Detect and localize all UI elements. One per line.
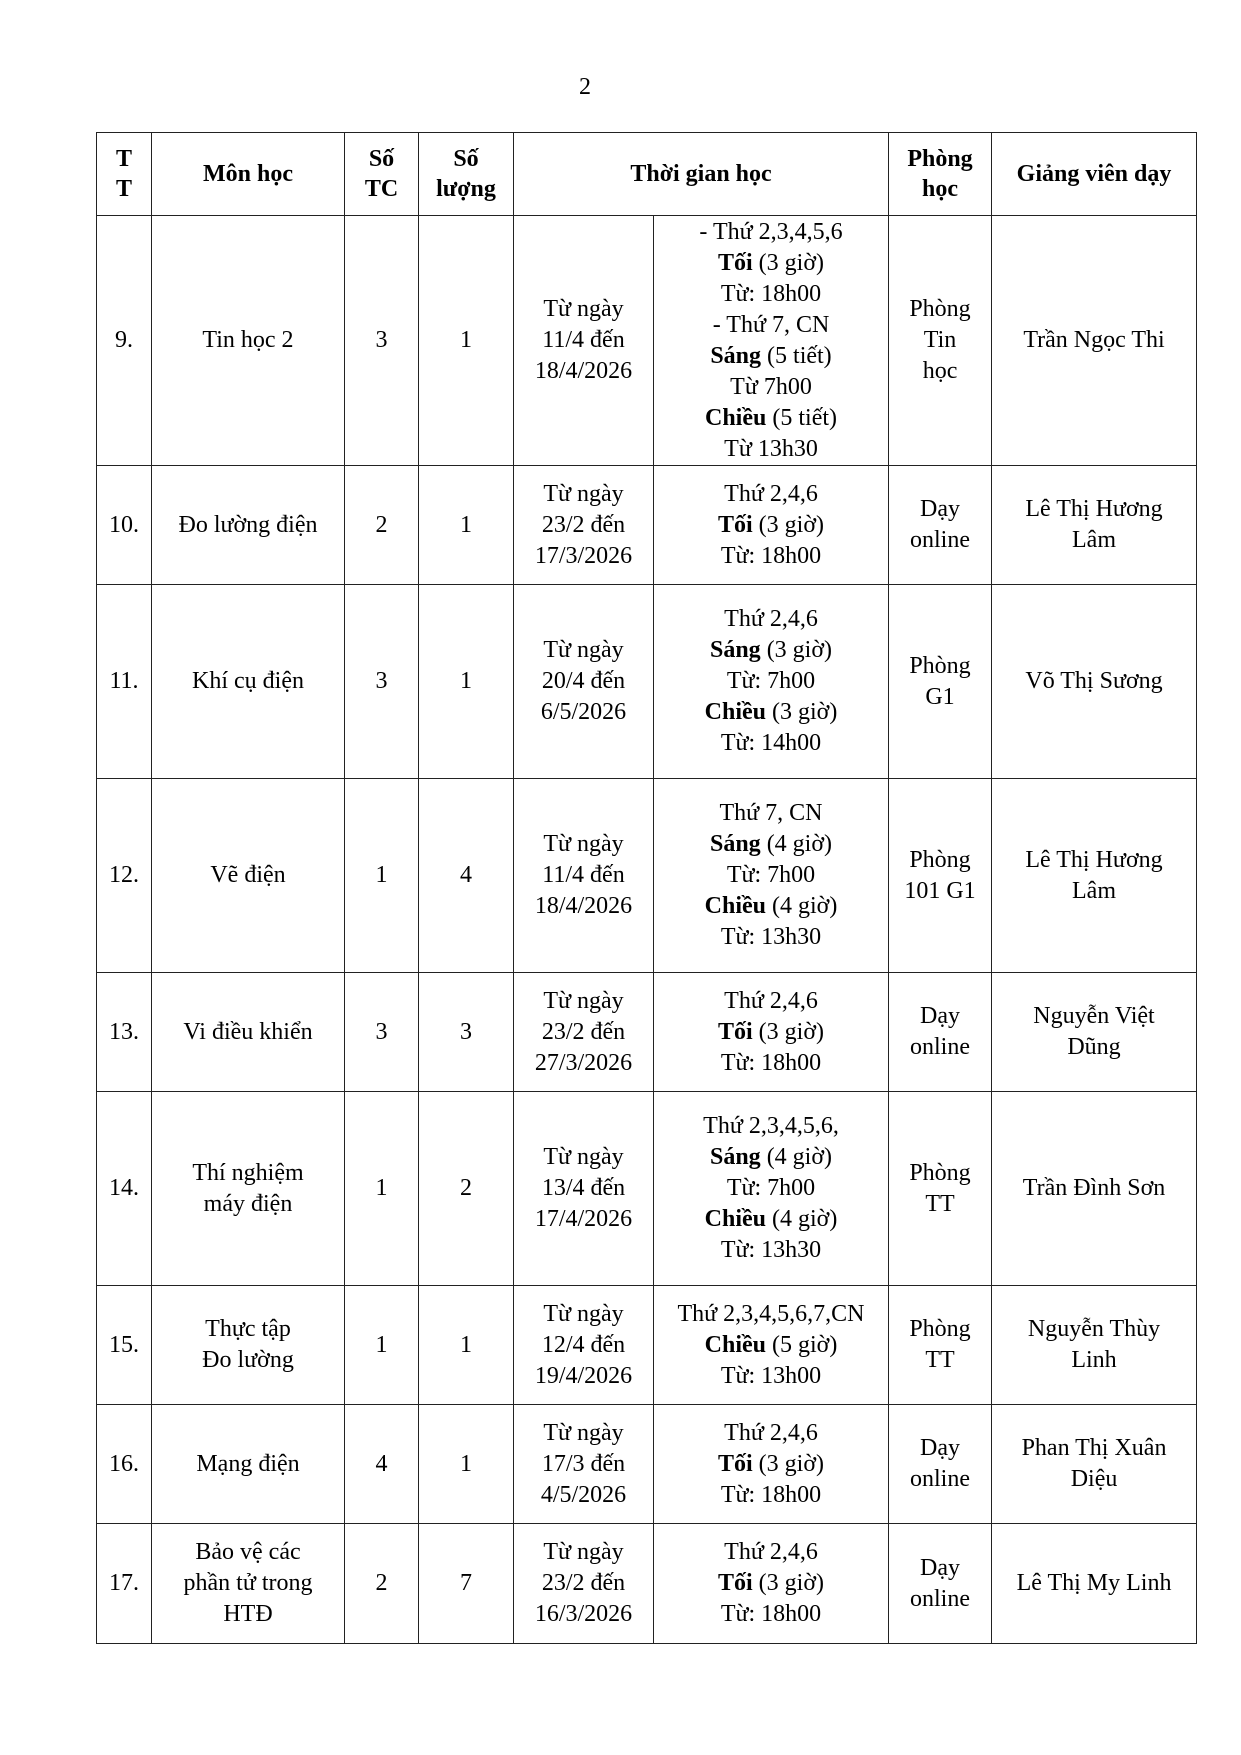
lecturer-cell: Lê Thị Hương Lâm <box>992 466 1197 585</box>
date-range-cell: Từ ngày 20/4 đến 6/5/2026 <box>514 585 654 779</box>
header-credits: Số TC <box>345 133 419 216</box>
date-range-cell: Từ ngày 11/4 đến 18/4/2026 <box>514 216 654 466</box>
quantity-cell: 1 <box>419 216 514 466</box>
lecturer-cell: Nguyễn Thùy Linh <box>992 1286 1197 1405</box>
header-quantity: Số lượng <box>419 133 514 216</box>
quantity-cell: 1 <box>419 1286 514 1405</box>
subject-cell: Vi điều khiển <box>152 973 345 1092</box>
quantity-cell: 1 <box>419 1405 514 1524</box>
room-cell: Phòng TT <box>889 1286 992 1405</box>
room-cell: Dạy online <box>889 1524 992 1644</box>
header-time: Thời gian học <box>514 133 889 216</box>
row-number: 15. <box>97 1286 152 1405</box>
quantity-cell: 2 <box>419 1092 514 1286</box>
credits-cell: 3 <box>345 585 419 779</box>
table-row <box>97 779 1197 973</box>
room-cell: Phòng G1 <box>889 585 992 779</box>
header-lecturer: Giảng viên dạy <box>992 133 1197 216</box>
room-cell: Dạy online <box>889 466 992 585</box>
credits-cell: 3 <box>345 216 419 466</box>
lecturer-cell: Lê Thị Hương Lâm <box>992 779 1197 973</box>
credits-cell: 1 <box>345 1092 419 1286</box>
date-range-cell: Từ ngày 13/4 đến 17/4/2026 <box>514 1092 654 1286</box>
table-row <box>97 1286 1197 1405</box>
schedule-cell: Thứ 2,4,6 Tối (3 giờ) Từ: 18h00 <box>654 466 889 585</box>
quantity-cell: 1 <box>419 585 514 779</box>
header-room: Phòng học <box>889 133 992 216</box>
table-header-row <box>97 133 1197 216</box>
row-number: 11. <box>97 585 152 779</box>
room-cell: Phòng TT <box>889 1092 992 1286</box>
row-number: 14. <box>97 1092 152 1286</box>
table-row <box>97 1405 1197 1524</box>
header-tt: T T <box>97 133 152 216</box>
schedule-cell: Thứ 2,4,6 Tối (3 giờ) Từ: 18h00 <box>654 973 889 1092</box>
schedule-cell: Thứ 7, CN Sáng (4 giờ) Từ: 7h00 Chiều (4 giờ) Từ: 13h30 <box>654 779 889 973</box>
subject-cell: Vẽ điện <box>152 779 345 973</box>
row-number: 17. <box>97 1524 152 1644</box>
room-cell: Dạy online <box>889 1405 992 1524</box>
subject-cell: Đo lường điện <box>152 466 345 585</box>
lecturer-cell: Võ Thị Sương <box>992 585 1197 779</box>
credits-cell: 2 <box>345 466 419 585</box>
row-number: 16. <box>97 1405 152 1524</box>
table-row <box>97 585 1197 779</box>
subject-cell: Thực tập Đo lường <box>152 1286 345 1405</box>
schedule-cell: Thứ 2,4,6 Tối (3 giờ) Từ: 18h00 <box>654 1524 889 1644</box>
schedule-cell: Thứ 2,3,4,5,6,7,CN Chiều (5 giờ) Từ: 13h00 <box>654 1286 889 1405</box>
subject-cell: Mạng điện <box>152 1405 345 1524</box>
room-cell: Phòng 101 G1 <box>889 779 992 973</box>
page-number: 2 <box>579 74 591 100</box>
lecturer-cell: Lê Thị My Linh <box>992 1524 1197 1644</box>
row-number: 13. <box>97 973 152 1092</box>
lecturer-cell: Nguyễn Việt Dũng <box>992 973 1197 1092</box>
date-range-cell: Từ ngày 23/2 đến 16/3/2026 <box>514 1524 654 1644</box>
course-schedule-table <box>96 132 1197 1644</box>
quantity-cell: 3 <box>419 973 514 1092</box>
credits-cell: 3 <box>345 973 419 1092</box>
quantity-cell: 1 <box>419 466 514 585</box>
date-range-cell: Từ ngày 23/2 đến 17/3/2026 <box>514 466 654 585</box>
table-row <box>97 466 1197 585</box>
credits-cell: 1 <box>345 1286 419 1405</box>
table-row <box>97 216 1197 466</box>
room-cell: Dạy online <box>889 973 992 1092</box>
date-range-cell: Từ ngày 17/3 đến 4/5/2026 <box>514 1405 654 1524</box>
row-number: 10. <box>97 466 152 585</box>
schedule-cell: Thứ 2,3,4,5,6, Sáng (4 giờ) Từ: 7h00 Chiều (4 giờ) Từ: 13h30 <box>654 1092 889 1286</box>
credits-cell: 4 <box>345 1405 419 1524</box>
date-range-cell: Từ ngày 11/4 đến 18/4/2026 <box>514 779 654 973</box>
table-row <box>97 1524 1197 1644</box>
credits-cell: 2 <box>345 1524 419 1644</box>
table-row <box>97 973 1197 1092</box>
table-row <box>97 1092 1197 1286</box>
subject-cell: Bảo vệ các phần tử trong HTĐ <box>152 1524 345 1644</box>
schedule-cell: Thứ 2,4,6 Sáng (3 giờ) Từ: 7h00 Chiều (3 giờ) Từ: 14h00 <box>654 585 889 779</box>
schedule-cell: Thứ 2,4,6 Tối (3 giờ) Từ: 18h00 <box>654 1405 889 1524</box>
quantity-cell: 7 <box>419 1524 514 1644</box>
quantity-cell: 4 <box>419 779 514 973</box>
row-number: 9. <box>97 216 152 466</box>
subject-cell: Khí cụ điện <box>152 585 345 779</box>
date-range-cell: Từ ngày 23/2 đến 27/3/2026 <box>514 973 654 1092</box>
credits-cell: 1 <box>345 779 419 973</box>
header-subject: Môn học <box>152 133 345 216</box>
lecturer-cell: Trần Đình Sơn <box>992 1092 1197 1286</box>
row-number: 12. <box>97 779 152 973</box>
subject-cell: Tin học 2 <box>152 216 345 466</box>
lecturer-cell: Phan Thị Xuân Diệu <box>992 1405 1197 1524</box>
date-range-cell: Từ ngày 12/4 đến 19/4/2026 <box>514 1286 654 1405</box>
lecturer-cell: Trần Ngọc Thi <box>992 216 1197 466</box>
room-cell: Phòng Tin học <box>889 216 992 466</box>
subject-cell: Thí nghiệm máy điện <box>152 1092 345 1286</box>
schedule-cell: - Thứ 2,3,4,5,6 Tối (3 giờ) Từ: 18h00 - Thứ 7, CN Sáng (5 tiết) Từ 7h00 Chiều (5 tiết) Từ 13h30 <box>654 216 889 466</box>
